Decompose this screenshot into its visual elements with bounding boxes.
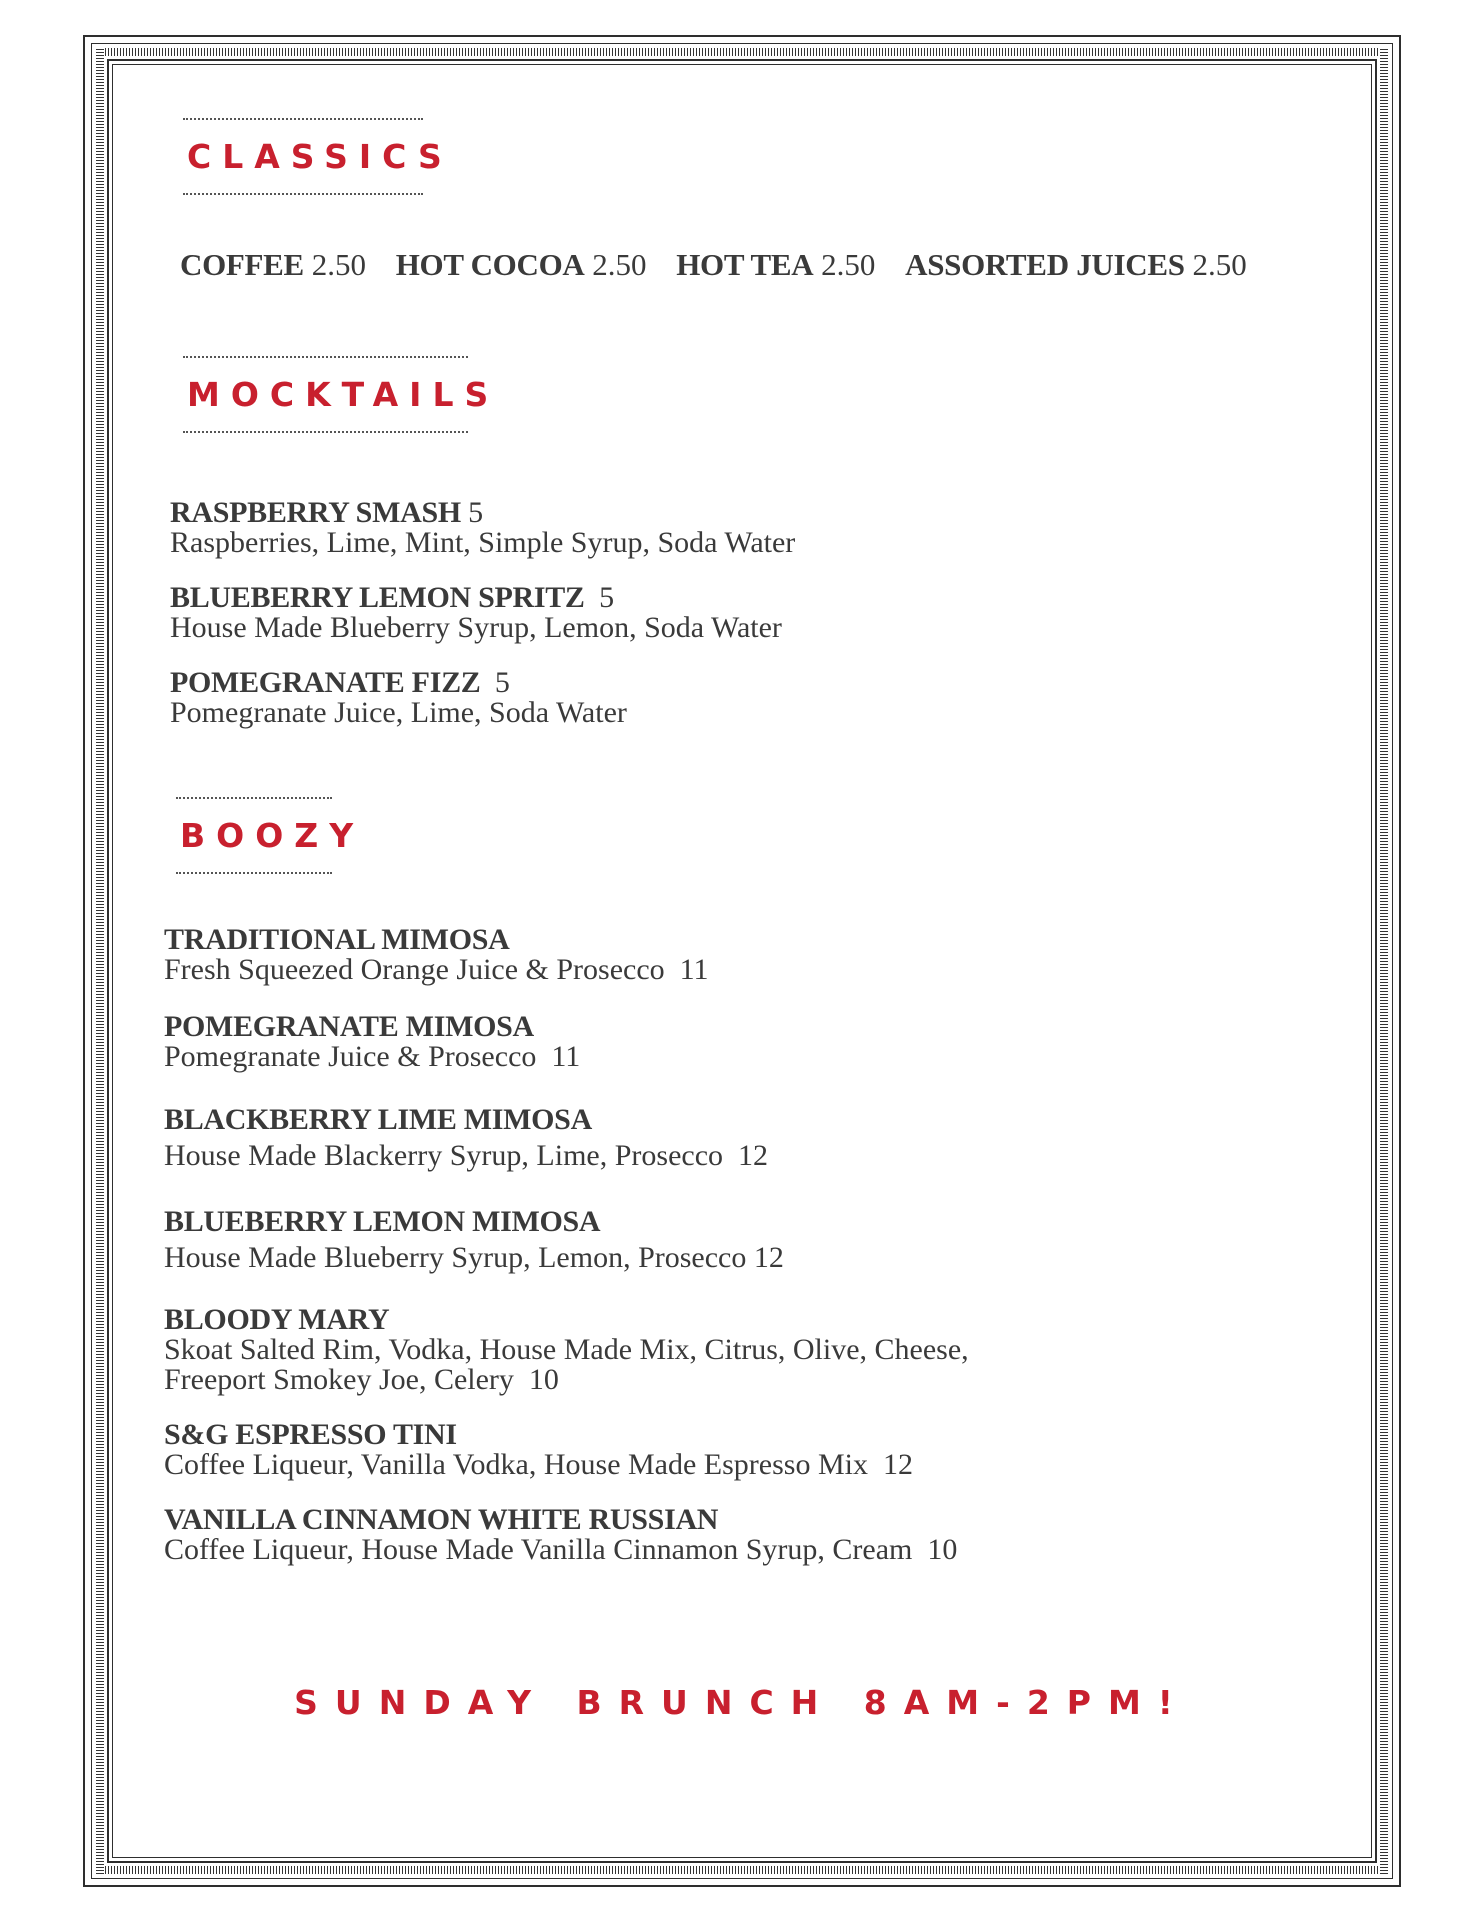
item-name: BLOODY MARY [164, 1303, 390, 1336]
item-description: Coffee Liqueur, House Made Vanilla Cinnamon Syrup, Cream [164, 1533, 913, 1566]
item-description-line [164, 1042, 969, 1072]
item-name: RASPBERRY SMASH [170, 496, 461, 529]
list-item [164, 1012, 969, 1072]
dotted-rule [176, 797, 332, 799]
list-item [164, 1207, 969, 1273]
item-description: Pomegranate Juice, Lime, Soda Water [170, 696, 627, 729]
item-price: 2.50 [311, 247, 366, 282]
item-description: House Made Blackerry Syrup, Lime, Prosecco [164, 1139, 724, 1172]
item-price: 2.50 [1192, 247, 1247, 282]
item-description-line [164, 1141, 969, 1171]
item-price: 5 [468, 496, 483, 529]
item-description: Raspberries, Lime, Mint, Simple Syrup, Soda Water [170, 526, 796, 559]
item-name: BLUEBERRY LEMON MIMOSA [164, 1205, 601, 1238]
classics-heading: CLASSICS [187, 137, 453, 176]
classics-heading-block [183, 118, 453, 195]
item-description: Fresh Squeezed Orange Juice & Prosecco [164, 953, 665, 986]
item-name-line [170, 583, 795, 613]
item-price: 12 [738, 1139, 769, 1172]
item-description-line [164, 1535, 969, 1565]
item-description: Coffee Liqueur, Vanilla Vodka, House Made Espresso Mix [164, 1448, 868, 1481]
item-name: BLUEBERRY LEMON SPRITZ [170, 581, 585, 614]
item-name-line [170, 498, 795, 528]
classics-item [180, 247, 366, 282]
item-description-line [164, 1243, 969, 1273]
item-name: COFFEE [180, 247, 304, 282]
item-name: HOT COCOA [395, 247, 585, 282]
mocktails-list [170, 498, 795, 728]
list-item [164, 1305, 969, 1395]
item-name: VANILLA CINNAMON WHITE RUSSIAN [164, 1503, 719, 1536]
item-name: ASSORTED JUICES [905, 247, 1185, 282]
item-name: TRADITIONAL MIMOSA [164, 923, 510, 956]
item-description: Skoat Salted Rim, Vodka, House Made Mix, Citrus, Olive, Cheese, [164, 1333, 969, 1366]
dotted-rule [183, 193, 423, 195]
item-price: 10 [927, 1533, 958, 1566]
mocktails-heading-block [183, 356, 500, 433]
item-price: 12 [882, 1448, 913, 1481]
list-item [164, 925, 969, 985]
boozy-heading: BOOZY [180, 816, 365, 855]
item-description: House Made Blueberry Syrup, Lemon, Soda Water [170, 611, 782, 644]
item-description-cont: Freeport Smokey Joe, Celery [164, 1363, 514, 1396]
item-description: Pomegranate Juice & Prosecco [164, 1040, 537, 1073]
item-price: 10 [528, 1363, 559, 1396]
item-description-line [164, 1365, 969, 1395]
classics-item [676, 247, 875, 282]
item-description-line [164, 1450, 969, 1480]
classics-list [180, 247, 1269, 283]
brunch-hours-footer: SUNDAY BRUNCH 8AM-2PM! [294, 1683, 1190, 1722]
dotted-rule [176, 872, 332, 874]
item-name: BLACKBERRY LIME MIMOSA [164, 1103, 592, 1136]
classics-item [905, 247, 1247, 282]
list-item [170, 668, 795, 728]
list-item [170, 498, 795, 558]
dotted-rule [183, 431, 468, 433]
item-name: POMEGRANATE MIMOSA [164, 1010, 534, 1043]
item-price: 12 [753, 1241, 784, 1274]
item-price: 11 [679, 953, 709, 986]
item-name-line [170, 668, 795, 698]
list-item [164, 1505, 969, 1565]
item-name: POMEGRANATE FIZZ [170, 666, 481, 699]
classics-item [396, 247, 647, 282]
boozy-list [164, 925, 969, 1565]
item-price: 11 [551, 1040, 581, 1073]
item-name: HOT TEA [676, 247, 814, 282]
item-description-line [164, 955, 969, 985]
item-name: S&G ESPRESSO TINI [164, 1418, 457, 1451]
dotted-rule [183, 356, 468, 358]
boozy-heading-block [176, 797, 365, 874]
item-description: House Made Blueberry Syrup, Lemon, Prosecco [164, 1241, 747, 1274]
list-item [164, 1420, 969, 1480]
list-item [164, 1105, 969, 1171]
item-price: 5 [599, 581, 614, 614]
list-item [170, 583, 795, 643]
item-price: 5 [494, 666, 510, 699]
item-price: 2.50 [821, 247, 876, 282]
dotted-rule [183, 118, 423, 120]
item-price: 2.50 [592, 247, 647, 282]
mocktails-heading: MOCKTAILS [187, 375, 500, 414]
